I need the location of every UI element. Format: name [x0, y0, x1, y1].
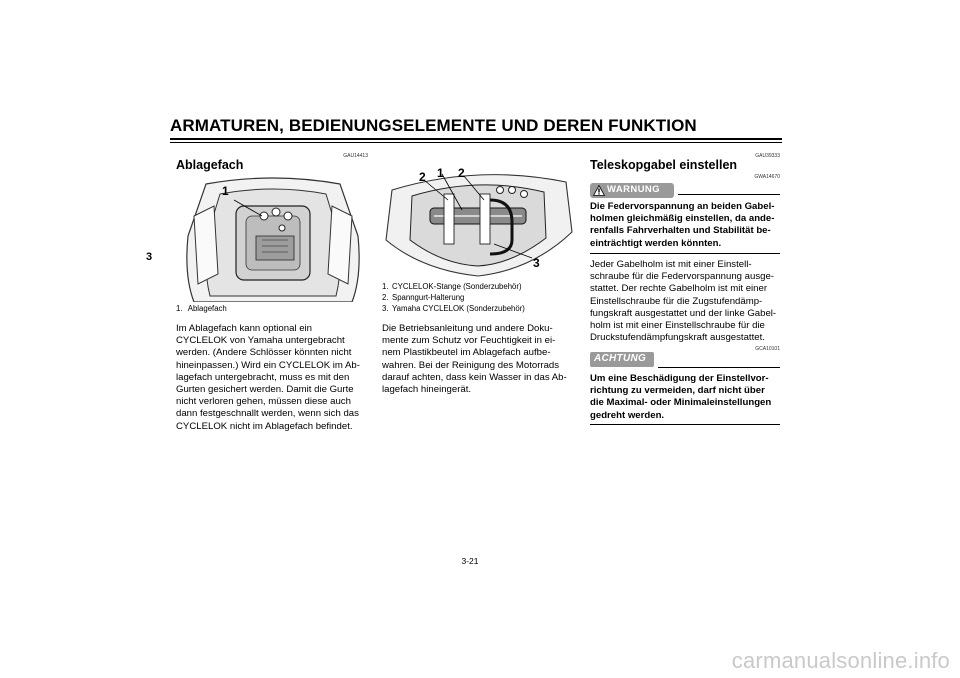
text-line: richtung zu vermeiden, darf nicht über — [590, 385, 765, 397]
text-line: Im Ablagefach kann optional ein — [176, 323, 313, 334]
text-line: fungskraft ausgestattet und der linke Gabel- — [590, 307, 777, 319]
text-line: hineinpassen.) Wird ein CYCLELOK im Ab- — [176, 359, 360, 371]
text-line: Um eine Beschädigung der Einstellvor- — [590, 373, 769, 384]
section-heading-ablagefach: Ablagefach — [176, 158, 244, 172]
figure-callout-1: 1 — [222, 184, 229, 198]
text-line: gedreht werden. — [590, 409, 665, 421]
storage-compartment-figure — [176, 176, 370, 302]
warning-triangle-icon — [593, 185, 605, 196]
page-title: ARMATUREN, BEDIENUNGSELEMENTE UND DEREN FUNKTION — [170, 116, 697, 135]
figure-callout-3: 3 — [533, 256, 540, 270]
figure-callout-2a: 2 — [419, 170, 426, 184]
caption-item — [176, 303, 366, 314]
caution-rule — [658, 367, 780, 368]
header-rule-thin — [170, 142, 782, 143]
section-code: GAU39333 — [755, 153, 780, 159]
text-line: mente zum Schutz vor Feuchtigkeit in ei- — [382, 335, 556, 347]
section-code: GAU14413 — [343, 153, 368, 159]
text-line: stattet. Der rechte Gabelholm ist mit einer — [590, 283, 768, 295]
text-line: Druckstufendämpfungskraft ausgestattet. — [590, 332, 765, 344]
caption-item — [382, 303, 578, 314]
caption-text: Ablagefach — [187, 304, 227, 313]
caption-number: 2. — [382, 293, 389, 302]
text-line: Gurten gesichert werden. Damit die Gurte — [176, 384, 354, 396]
cyclelok-figure — [382, 160, 576, 280]
text-line: werden. (Andere Schlösser könnten nicht — [176, 347, 352, 359]
text-line: lagefach untergebracht, muss es mit den — [176, 371, 350, 383]
text-line: CYCLELOK von Yamaha untergebracht — [176, 335, 345, 347]
caution-end-rule — [590, 424, 780, 425]
body-paragraph-ablagefach — [176, 323, 372, 433]
text-line: nicht verloren gehen, müssen diese auch — [176, 396, 351, 408]
page-number: 3-21 — [461, 556, 479, 566]
text-line: Einstellschraube für die Zugstufendämp- — [590, 295, 763, 307]
caption-item — [382, 281, 578, 292]
body-paragraph-fork — [590, 259, 784, 344]
figure-callout-2b: 2 — [458, 166, 465, 180]
caption-text: Yamaha CYCLELOK (Sonderzubehör) — [392, 304, 525, 313]
caption-number: 3. — [382, 304, 389, 313]
text-line: nem Plastikbeutel im Ablagefach aufbe- — [382, 347, 551, 359]
text-line: holmen gleichmäßig einstellen, da ande- — [590, 213, 775, 225]
caution-text — [590, 373, 784, 422]
figure-caption — [382, 281, 578, 314]
caption-number: 1. — [382, 282, 389, 291]
figure-caption — [176, 303, 366, 314]
body-paragraph-documents — [382, 323, 580, 396]
text-line: wahren. Bei der Reinigung des Motorrads — [382, 359, 560, 371]
text-line: CYCLELOK nicht im Ablagefach befindet. — [176, 420, 353, 432]
header-rule — [170, 138, 782, 140]
caption-number: 1. — [176, 304, 183, 313]
caption-item — [382, 292, 578, 303]
caption-text: CYCLELOK-Stange (Sonderzubehör) — [392, 282, 522, 291]
caution-label: ACHTUNG — [594, 353, 647, 364]
warning-code: GWA14670 — [754, 174, 780, 180]
figure-callout-1: 1 — [437, 166, 444, 180]
watermark: carmanualsonline.info — [731, 648, 950, 673]
text-line: renfalls Fahrverhalten und Stabilität be- — [590, 225, 771, 237]
text-line: dann festgeschnallt werden, wenn sich das — [176, 408, 359, 420]
text-line: holm ist mit einer Einstellschraube für die — [590, 320, 765, 332]
warning-end-rule — [590, 253, 780, 254]
text-line: schraube für die Federvorspannung ausge- — [590, 271, 774, 283]
caution-code: GCA10101 — [755, 346, 780, 352]
chapter-tab: 3 — [145, 251, 153, 263]
text-line: lagefach hineingerät. — [382, 384, 472, 396]
text-line: darauf achten, dass kein Wasser in das Ab- — [382, 371, 567, 383]
text-line: einträchtigt werden könnten. — [590, 237, 722, 249]
text-line: Die Federvorspannung an beiden Gabel- — [590, 201, 775, 212]
caption-text: Spanngurt-Halterung — [392, 293, 465, 302]
text-line: die Maximal- oder Minimaleinstellungen — [590, 397, 772, 409]
warning-label: WARNUNG — [607, 184, 660, 195]
text-line: Die Betriebsanleitung und andere Doku- — [382, 323, 553, 334]
text-line: Jeder Gabelholm ist mit einer Einstell- — [590, 259, 752, 270]
warning-text — [590, 201, 784, 250]
section-heading-teleskopgabel: Teleskopgabel einstellen — [590, 158, 738, 172]
warning-rule — [678, 194, 780, 195]
